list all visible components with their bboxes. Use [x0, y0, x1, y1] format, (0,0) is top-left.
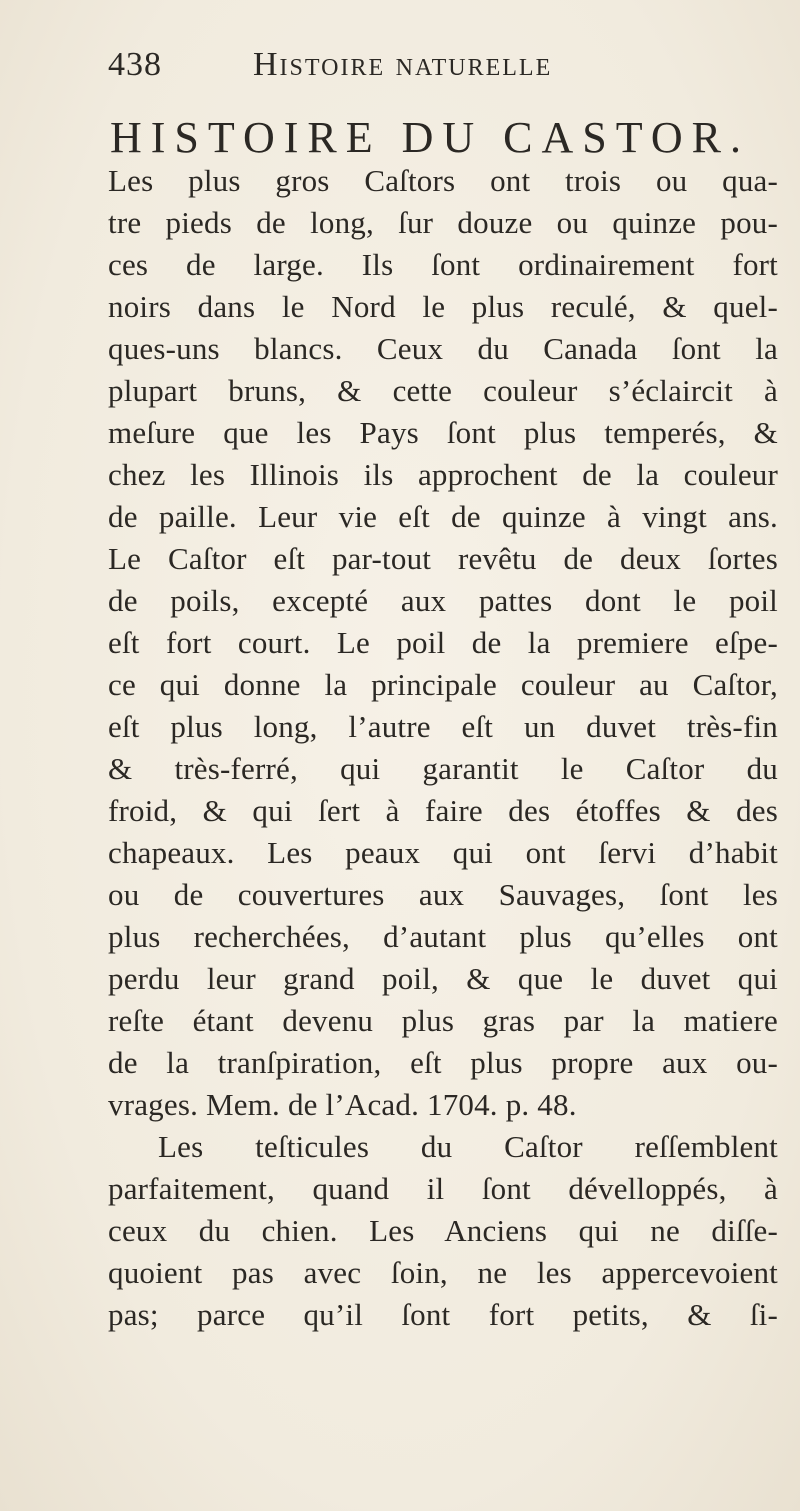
text-line: vrages. Mem. de l’Acad. 1704. p. 48. [108, 1087, 577, 1122]
text-line: eſt plus long, l’autre eſt un duvet très-fin [108, 709, 778, 744]
running-title: Histoire naturelle [253, 46, 553, 83]
text-line: meſure que les Pays ſont plus temperés, & [108, 415, 778, 450]
body-text [108, 160, 778, 1336]
text-line: ques-uns blancs. Ceux du Canada ſont la [108, 331, 778, 366]
running-head [108, 40, 748, 98]
text-line: plupart bruns, & cette couleur s’éclaircit à [108, 373, 778, 408]
text-line: chez les Illinois ils approchent de la couleur [108, 457, 778, 492]
text-line: & très-ferré, qui garantit le Caſtor du [108, 751, 778, 786]
text-line: noirs dans le Nord le plus reculé, & quel- [108, 289, 778, 324]
text-line: eſt fort court. Le poil de la premiere eſpe- [108, 625, 778, 660]
text-line: quoient pas avec ſoin, ne les appercevoient [108, 1255, 778, 1290]
text-line: perdu leur grand poil, & que le duvet qui [108, 961, 778, 996]
text-line: Les plus gros Caſtors ont trois ou qua- [108, 163, 778, 198]
text-line: parfaitement, quand il ſont dévelloppés, à [108, 1171, 778, 1206]
text-line: chapeaux. Les peaux qui ont ſervi d’habit [108, 835, 778, 870]
text-line: ceux du chien. Les Anciens qui ne diſſe- [108, 1213, 778, 1248]
text-line: froid, & qui ſert à faire des étoffes & des [108, 793, 778, 828]
text-line: pas; parce qu’il ſont fort petits, & ſi- [108, 1297, 778, 1332]
text-line: ces de large. Ils ſont ordinairement fort [108, 247, 778, 282]
text-line: Le Caſtor eſt par-tout revêtu de deux ſortes [108, 541, 778, 576]
text-line: ce qui donne la principale couleur au Caſtor, [108, 667, 778, 702]
text-line: de paille. Leur vie eſt de quinze à vingt ans. [108, 499, 778, 534]
text-line: ou de couvertures aux Sauvages, ſont les [108, 877, 778, 912]
section-title: HISTOIRE DU CASTOR. [110, 113, 750, 162]
text-line: tre pieds de long, ſur douze ou quinze pou- [108, 205, 778, 240]
text-line: de la tranſpiration, eſt plus propre aux ou- [108, 1045, 778, 1080]
text-line: plus recherchées, d’autant plus qu’elles ont [108, 919, 778, 954]
text-line: reſte étant devenu plus gras par la matiere [108, 1003, 778, 1038]
text-line: de poils, excepté aux pattes dont le poil [108, 583, 778, 618]
page-number: 438 [108, 46, 162, 83]
text-line: Les teſticules du Caſtor reſſemblent [158, 1129, 778, 1164]
